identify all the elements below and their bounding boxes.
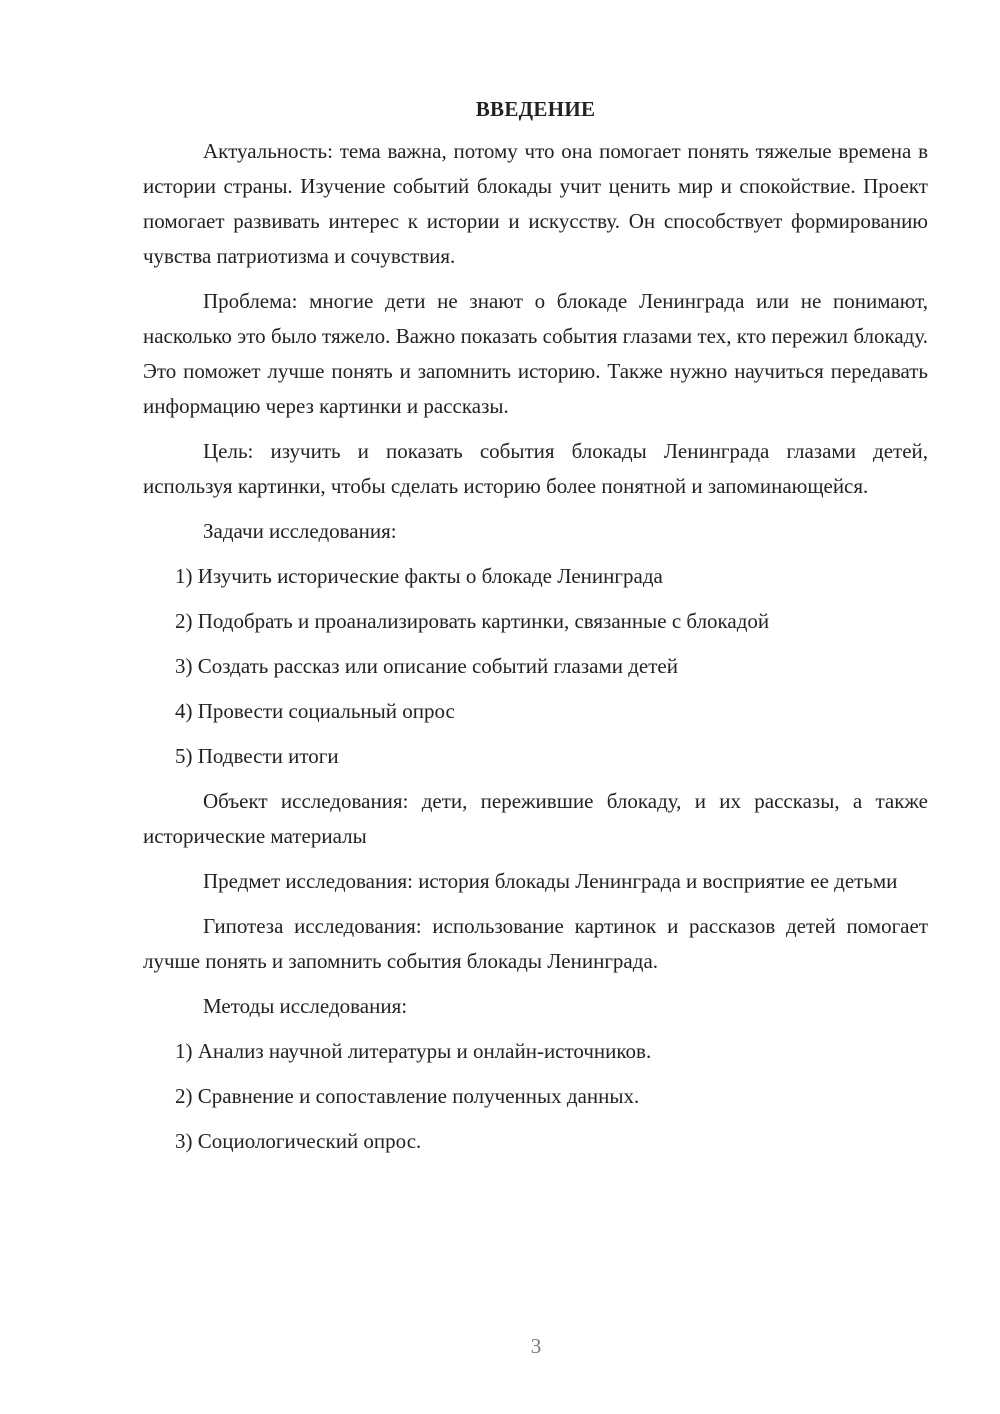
page-number: 3	[530, 1334, 542, 1358]
hypothesis-paragraph: Гипотеза исследования: использование картинок и рассказов детей помогает лучше понять и запомнить события блокады Ленинграда.	[143, 914, 928, 973]
problem-paragraph: Проблема: многие дети не знают о блокаде Ленинграда или не понимают, насколько это было тяжело. Важно показать события глазами тех, кто пережил блокаду. Это поможет лучше понять и запомнить историю. Также нужно научиться передавать информацию через картинки и рассказы.	[143, 289, 928, 418]
method-item: 3) Социологический опрос.	[175, 1129, 422, 1153]
method-item: 1) Анализ научной литературы и онлайн-источников.	[175, 1039, 652, 1063]
task-item: 1) Изучить исторические факты о блокаде Ленинграда	[175, 564, 663, 588]
task-item: 5) Подвести итоги	[175, 744, 339, 768]
document-body	[143, 92, 928, 1169]
task-item: 2) Подобрать и проанализировать картинки, связанные с блокадой	[175, 609, 770, 633]
methods-label: Методы исследования:	[203, 994, 408, 1018]
section-heading: ВВЕДЕНИЕ	[475, 97, 596, 121]
method-item: 2) Сравнение и сопоставление полученных данных.	[175, 1084, 640, 1108]
methods-list	[143, 1034, 928, 1159]
tasks-list	[143, 559, 928, 774]
goal-paragraph: Цель: изучить и показать события блокады Ленинграда глазами детей, используя картинки, чтобы сделать историю более понятной и запоминающейся.	[143, 439, 928, 498]
actuality-paragraph: Актуальность: тема важна, потому что она помогает понять тяжелые времена в истории страны. Изучение событий блокады учит ценить мир и спокойствие. Проект помогает развивать интерес к истории и искусству. Он способствует формированию чувства патриотизма и сочувствия.	[143, 139, 928, 268]
object-paragraph: Объект исследования: дети, пережившие блокаду, и их рассказы, а также исторические материалы	[143, 789, 928, 848]
task-item: 4) Провести социальный опрос	[175, 699, 455, 723]
task-item: 3) Создать рассказ или описание событий глазами детей	[175, 654, 678, 678]
tasks-label: Задачи исследования:	[203, 519, 397, 543]
subject-paragraph: Предмет исследования: история блокады Ленинграда и восприятие ее детьми	[203, 869, 898, 893]
